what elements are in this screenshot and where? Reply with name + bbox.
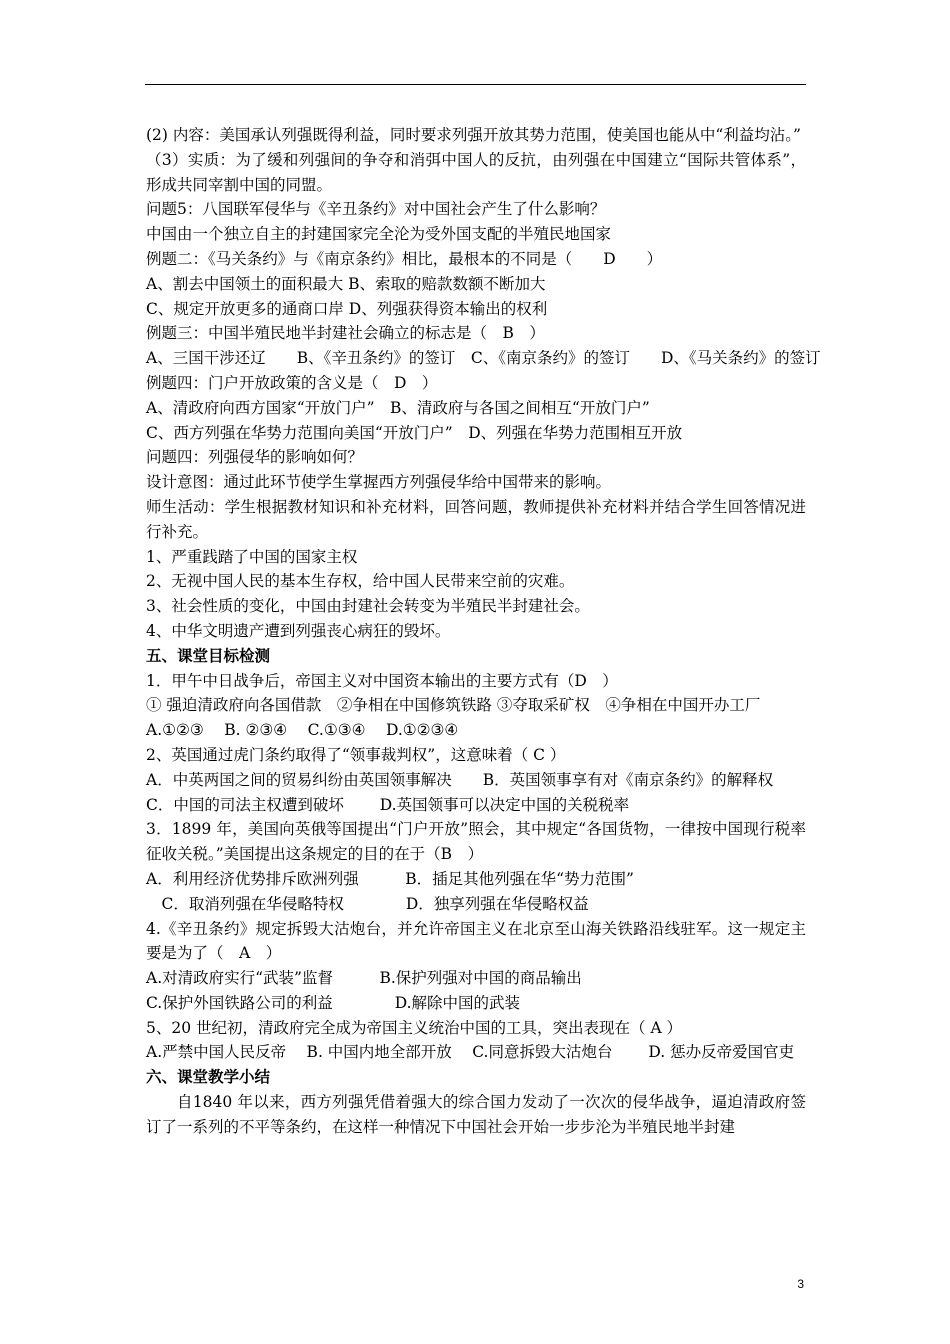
answer-option: A．利用经济优势排斥欧洲列强 B．插足其他列强在华“势力范围” [146,869,634,888]
summary-paragraph: 自1840 年以来，西方列强凭借着强大的综合国力发动了一次次的侵华战争，逼迫清政府签订了一系列的不平等条约，在这样一种情况下中国社会开始一步步沦为半殖民地半封建 [146,1093,806,1136]
answer-option: A、割去中国领土的面积最大 B、索取的赔款数额不断加大 [146,274,546,293]
question-heading: 问题5：八国联军侵华与《辛丑条约》对中国社会产生了什么影响？ [146,200,606,219]
example-question: 例题三：中国半殖民地半封建社会确立的标志是（ B ） [146,324,545,343]
answer-option: C．中国的司法主权遭到破坏 D.英国领事可以决定中国的关税税率 [146,795,630,814]
answer-option: C.保护外国铁路公司的利益 D.解除中国的武装 [146,993,521,1012]
answer-option: C、规定开放更多的通商口岸 D、列强获得资本输出的权利 [146,299,548,318]
quiz-question: 2、英国通过虎门条约取得了“领事裁判权”，这意味着（ C ） [146,745,566,764]
answer-option: A.对清政府实行“武装”监督 B.保护列强对中国的商品输出 [146,969,582,988]
quiz-statements: ① 强迫清政府向各国借款 ②争相在中国修筑铁路 ③夺取采矿权 ④争相在中国开办工厂 [146,696,761,715]
list-item: 2、无视中国人民的基本生存权，给中国人民带来空前的灾难。 [146,572,575,591]
answer-option: A.严禁中国人民反帝 B. 中国内地全部开放 C.同意拆毁大沽炮台 D. 惩办反帝爱国官吏 [146,1043,795,1062]
content-line: 师生活动：学生根据教材知识和补充材料，回答问题，教师提供补充材料并结合学生回答情况进行补充。 [146,497,806,541]
content-line: 设计意图：通过此环节使学生掌握西方列强侵华给中国带来的影响。 [146,473,612,492]
section-heading: 六、课堂教学小结 [146,1067,271,1087]
answer-option: A.①②③ B. ②③④ C.①③④ D.①②③④ [146,721,459,740]
answer-option: C、西方列强在华势力范围向美国“开放门户” D、列强在华势力范围相互开放 [146,423,683,442]
answer-option: A、清政府向西方国家“开放门户” B、清政府与各国之间相互“开放门户” [146,398,650,417]
quiz-question: 3．1899 年，美国向英俄等国提出“门户开放”照会，其中规定“各国货物，一律按中国现行税率征收关税。”美国提出这条规定的目的在于（B ） [146,820,806,864]
content-line: 中国由一个独立自主的封建国家完全沦为受外国支配的半殖民地国家 [146,225,612,244]
example-question: 例题四：门户开放政策的含义是（ D ） [146,373,438,392]
quiz-question: 1．甲午中日战争后，帝国主义对中国资本输出的主要方式有（D ） [146,671,618,690]
answer-option: A、三国干涉还辽 B、《辛丑条约》的签订 C、《南京条约》的签订 D、《马关条约》的签订 [146,349,821,368]
list-item: 3、社会性质的变化，中国由封建社会转变为半殖民半封建社会。 [146,597,590,616]
quiz-question: 4.《辛丑条约》规定拆毁大沽炮台，并允许帝国主义在北京至山海关铁路沿线驻军。这一规定主要是为了（ A ） [146,919,806,963]
section-heading: 五、课堂目标检测 [146,645,271,665]
answer-option: A．中英两国之间的贸易纠纷由英国领事解决 B．英国领事享有对《南京条约》的解释权 [146,770,774,789]
example-question: 例题二：《马关条约》与《南京条约》相比，最根本的不同是（ D ） [146,249,663,268]
list-item: 1、严重践踏了中国的国家主权 [146,547,358,566]
header-rule [145,84,806,85]
content-line: (2) 内容：美国承认列强既得利益，同时要求列强开放其势力范围，使美国也能从中“利益均沾。” [146,126,801,144]
answer-option: C．取消列强在华侵略特权 D．独享列强在华侵略权益 [146,894,589,913]
content-line: （3）实质：为了缓和列强间的争夺和消弭中国人的反抗，由列强在中国建立“国际共管体系”，形成共同宰割中国的同盟。 [146,150,806,194]
list-item: 4、中华文明遗产遭到列强丧心病狂的毁坏。 [146,621,451,640]
question-heading: 问题四：列强侵华的影响如何？ [146,448,364,467]
page-number: 3 [797,1277,804,1291]
body-text [146,123,821,1140]
quiz-question: 5、20 世纪初，清政府完全成为帝国主义统治中国的工具，突出表现在（ A ） [146,1018,683,1037]
